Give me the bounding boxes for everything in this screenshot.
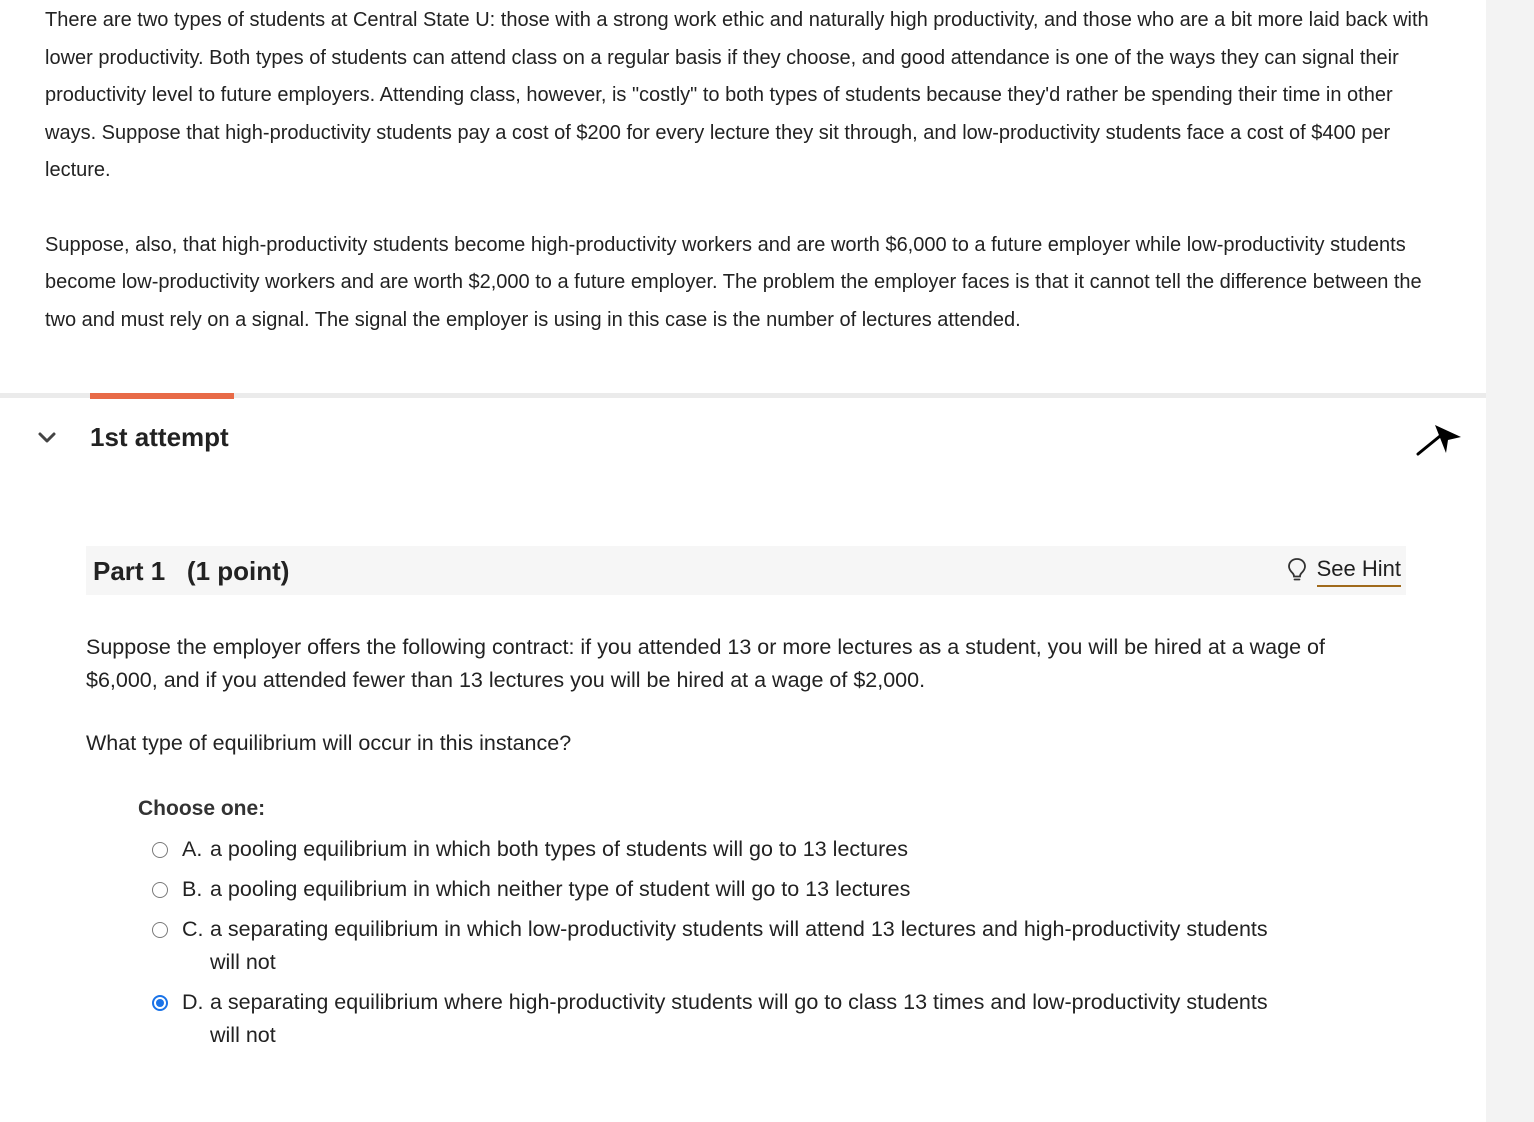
attempt-title: 1st attempt bbox=[90, 422, 229, 452]
part-header bbox=[86, 546, 1406, 595]
intro-paragraph-1: There are two types of students at Central State U: those with a strong work ethic and naturally high productivity, and those who are a bit more laid back with lower productivity. Both types of students can attend class on a regular basis if they choose, and good attendance is one of the ways they can signal their productivity level to future employers. Attending class, however, is "costly" to both types of students because they'd rather be spending their time in other ways. Suppose that high-productivity students pay a cost of $200 for every lecture they sit through, and low-productivity students face a cost of $400 per lecture. bbox=[45, 9, 1429, 181]
option-a-radio[interactable] bbox=[152, 842, 168, 858]
option-a-letter: A. bbox=[182, 837, 203, 861]
answer-options bbox=[150, 833, 1270, 1059]
mouse-pointer-icon bbox=[1415, 420, 1463, 458]
option-b[interactable] bbox=[150, 873, 1270, 906]
scrollbar-track[interactable] bbox=[1486, 0, 1534, 1122]
option-c-text: a separating equilibrium in which low-productivity students will attend 13 lectures and high-productivity students will not bbox=[210, 917, 1268, 974]
option-b-text: a pooling equilibrium in which neither type of student will go to 13 lectures bbox=[210, 877, 911, 901]
option-b-letter: B. bbox=[182, 877, 203, 901]
chevron-down-icon[interactable] bbox=[37, 428, 57, 448]
question-prompt: What type of equilibrium will occur in this instance? bbox=[86, 731, 572, 755]
option-d-text: a separating equilibrium where high-productivity students will go to class 13 times and low-productivity students will not bbox=[210, 990, 1268, 1047]
lightbulb-icon bbox=[1287, 557, 1307, 583]
problem-intro bbox=[45, 2, 1435, 339]
option-d-letter: D. bbox=[182, 990, 204, 1014]
question-body bbox=[86, 631, 1386, 760]
see-hint-button[interactable] bbox=[1287, 552, 1401, 588]
choose-one-label: Choose one: bbox=[138, 797, 266, 820]
option-d-radio[interactable] bbox=[152, 995, 168, 1011]
option-d[interactable] bbox=[150, 986, 1270, 1052]
option-c-radio[interactable] bbox=[152, 922, 168, 938]
intro-paragraph-2: Suppose, also, that high-productivity students become high-productivity workers and are worth $6,000 to a future employer while low-productivity students become low-productivity workers and are worth $2,000 to a future employer. The problem the employer faces is that it cannot tell the difference between the two and must rely on a signal. The signal the employer is using in this case is the number of lectures attended. bbox=[45, 233, 1422, 331]
attempt-tab-accent bbox=[90, 393, 234, 399]
option-c[interactable] bbox=[150, 913, 1270, 979]
question-paragraph: Suppose the employer offers the following contract: if you attended 13 or more lectures as a student, you will be hired at a wage of $6,000, and if you attended fewer than 13 lectures you will be hired at a wage of $2,000. bbox=[86, 635, 1325, 692]
option-b-radio[interactable] bbox=[152, 882, 168, 898]
option-a-text: a pooling equilibrium in which both types of students will go to 13 lectures bbox=[210, 837, 908, 861]
option-a[interactable] bbox=[150, 833, 1270, 866]
part-title: Part 1 (1 point) bbox=[93, 556, 290, 586]
option-c-letter: C. bbox=[182, 917, 204, 941]
see-hint-label: See Hint bbox=[1317, 554, 1401, 587]
